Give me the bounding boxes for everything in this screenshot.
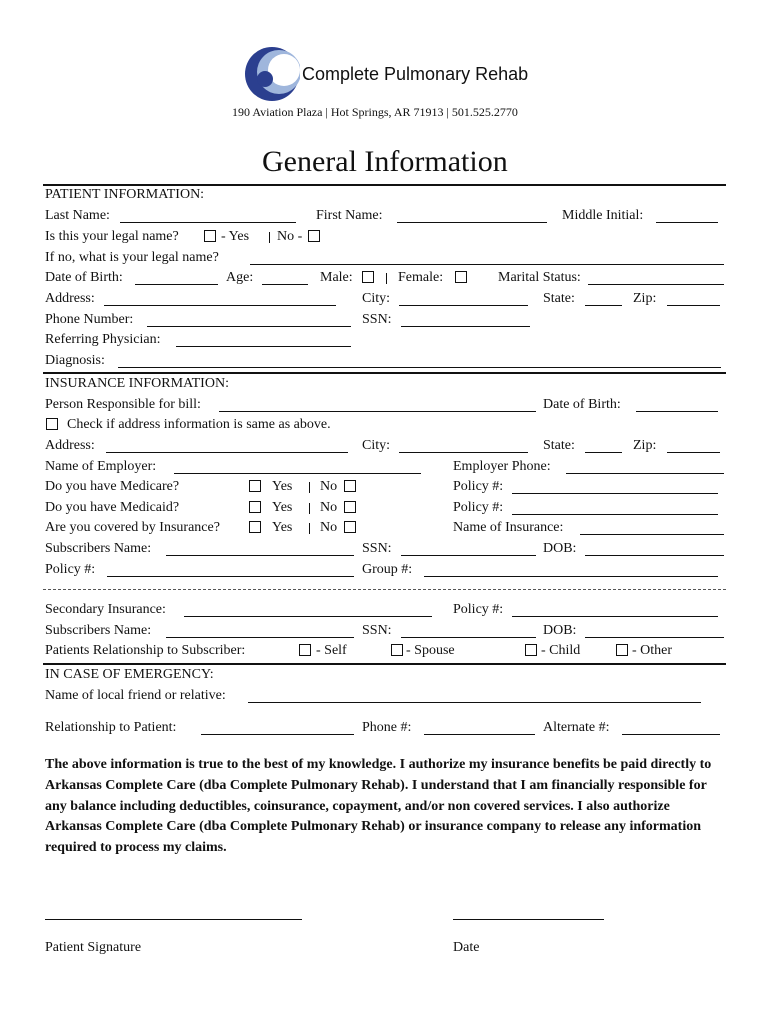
authorization-statement: The above information is true to the best of my knowledge. I authorize my insurance benefits be paid directly to Arkansas Complete Care (dba Complete Pulmonary Rehab). I understand that I am financially responsible for any balance including deductibles, coinsurance, copayment, and/or non covered services. I also authorize Arkansas Complete Care (dba Complete Pulmonary Rehab) or insurance company to release any information required to process my claims. (45, 757, 712, 856)
insurance-name-label: Name of Insurance: (453, 520, 564, 535)
divider (309, 503, 310, 514)
patient-section-heading: PATIENT INFORMATION: (45, 187, 205, 202)
date-line[interactable] (453, 919, 604, 920)
dob-label: Date of Birth: (45, 270, 123, 285)
same-address-checkbox[interactable] (46, 418, 58, 430)
date-label: Date (453, 940, 480, 955)
company-name: Complete Pulmonary Rehab (302, 64, 529, 84)
emergency-phone-label: Phone #: (362, 720, 412, 735)
self-label: - Self (316, 643, 347, 658)
subscriber-dob-label: DOB: (543, 541, 577, 556)
ins-city-field[interactable] (399, 452, 528, 453)
covered-no-label: No (320, 520, 338, 535)
employer-phone-label: Employer Phone: (453, 459, 551, 474)
section-rule (43, 372, 726, 374)
group-label: Group #: (362, 562, 413, 577)
medicaid-label: Do you have Medicaid? (45, 500, 180, 515)
spouse-checkbox[interactable] (391, 644, 403, 656)
secondary-subscribers-field[interactable] (166, 637, 354, 638)
last-name-label: Last Name: (45, 208, 110, 223)
subscriber-ssn-label: SSN: (362, 541, 392, 556)
medicare-yes-label: Yes (272, 479, 293, 494)
divider (386, 273, 387, 284)
female-label: Female: (398, 270, 444, 285)
divider (309, 482, 310, 493)
secondary-ssn-field[interactable] (401, 637, 536, 638)
legal-name-no-checkbox[interactable] (308, 230, 320, 242)
city-field[interactable] (399, 305, 528, 306)
subscriber-dob-field[interactable] (585, 555, 724, 556)
ins-zip-label: Zip: (633, 438, 657, 453)
insurance-section-heading: INSURANCE INFORMATION: (45, 376, 229, 391)
employer-label: Name of Employer: (45, 459, 157, 474)
group-field[interactable] (424, 576, 718, 577)
company-logo (244, 46, 300, 102)
ins-city-label: City: (362, 438, 391, 453)
patient-signature-line[interactable] (45, 919, 302, 920)
age-label: Age: (226, 270, 254, 285)
medicare-label: Do you have Medicare? (45, 479, 180, 494)
policy-field[interactable] (512, 493, 718, 494)
phone-field[interactable] (147, 326, 351, 327)
child-label: - Child (541, 643, 581, 658)
first-name-label: First Name: (316, 208, 383, 223)
child-checkbox[interactable] (525, 644, 537, 656)
male-label: Male: (320, 270, 353, 285)
legal-name-no-label: No - (277, 229, 303, 244)
age-field[interactable] (262, 284, 308, 285)
middle-initial-label: Middle Initial: (562, 208, 644, 223)
same-address-label: Check if address information is same as above. (67, 417, 331, 432)
covered-yes-label: Yes (272, 520, 293, 535)
ins-state-field[interactable] (585, 452, 622, 453)
zip-field[interactable] (667, 305, 720, 306)
responsible-field[interactable] (219, 411, 536, 412)
covered-label: Are you covered by Insurance? (45, 520, 220, 535)
policy-field[interactable] (512, 514, 718, 515)
policy-field[interactable] (107, 576, 354, 577)
emergency-phone-field[interactable] (424, 734, 535, 735)
other-checkbox[interactable] (616, 644, 628, 656)
legal-name-field[interactable] (250, 264, 724, 265)
city-label: City: (362, 291, 391, 306)
emergency-name-field[interactable] (248, 702, 701, 703)
other-label: - Other (632, 643, 673, 658)
self-checkbox[interactable] (299, 644, 311, 656)
section-rule (43, 184, 726, 186)
insurance-name-field[interactable] (580, 534, 724, 535)
diagnosis-field[interactable] (118, 367, 721, 368)
secondary-dob-field[interactable] (585, 637, 724, 638)
female-checkbox[interactable] (455, 271, 467, 283)
medicaid-no-label: No (320, 500, 338, 515)
medicare-no-checkbox[interactable] (344, 480, 356, 492)
emergency-name-label: Name of local friend or relative: (45, 688, 226, 703)
address-field[interactable] (104, 305, 336, 306)
zip-label: Zip: (633, 291, 657, 306)
first-name-field[interactable] (397, 222, 547, 223)
spouse-label: - Spouse (406, 643, 455, 658)
ins-address-field[interactable] (106, 452, 348, 453)
secondary-insurance-label: Secondary Insurance: (45, 602, 166, 617)
patient-signature-label: Patient Signature (45, 940, 142, 955)
covered-yes-checkbox[interactable] (249, 521, 261, 533)
divider (269, 232, 270, 243)
emergency-alternate-label: Alternate #: (543, 720, 610, 735)
policy-label: Policy #: (453, 479, 504, 494)
medicaid-yes-label: Yes (272, 500, 293, 515)
middle-initial-field[interactable] (656, 222, 718, 223)
state-field[interactable] (585, 305, 622, 306)
marital-status-field[interactable] (588, 284, 724, 285)
marital-status-label: Marital Status: (498, 270, 581, 285)
male-checkbox[interactable] (362, 271, 374, 283)
covered-no-checkbox[interactable] (344, 521, 356, 533)
page-title: General Information (262, 145, 508, 178)
secondary-ssn-label: SSN: (362, 623, 392, 638)
legal-name-yes-checkbox[interactable] (204, 230, 216, 242)
phone-label: Phone Number: (45, 312, 134, 327)
medicare-yes-checkbox[interactable] (249, 480, 261, 492)
secondary-policy-label: Policy #: (453, 602, 504, 617)
secondary-dob-label: DOB: (543, 623, 577, 638)
address-label: Address: (45, 291, 95, 306)
medicare-no-label: No (320, 479, 338, 494)
secondary-policy-field[interactable] (512, 616, 718, 617)
responsible-dob-field[interactable] (636, 411, 718, 412)
section-rule (43, 663, 726, 665)
emergency-alternate-field[interactable] (622, 734, 720, 735)
legal-name-question: Is this your legal name? (45, 229, 179, 244)
state-label: State: (543, 291, 575, 306)
referring-physician-label: Referring Physician: (45, 332, 161, 347)
responsible-dob-label: Date of Birth: (543, 397, 621, 412)
last-name-field[interactable] (120, 222, 296, 223)
ins-zip-field[interactable] (667, 452, 720, 453)
medicaid-yes-checkbox[interactable] (249, 501, 261, 513)
legal-name-yes-label: - Yes (221, 229, 250, 244)
ins-state-label: State: (543, 438, 575, 453)
subscribers-field[interactable] (166, 555, 354, 556)
subscribers-label: Subscribers Name: (45, 541, 152, 556)
relationship-label: Patients Relationship to Subscriber: (45, 643, 246, 658)
secondary-insurance-field[interactable] (184, 616, 432, 617)
policy-label: Policy #: (45, 562, 96, 577)
emergency-section-heading: IN CASE OF EMERGENCY: (45, 667, 214, 682)
referring-physician-field[interactable] (176, 346, 351, 347)
employer-field[interactable] (174, 473, 421, 474)
secondary-subscribers-label: Subscribers Name: (45, 623, 152, 638)
diagnosis-label: Diagnosis: (45, 353, 105, 368)
ssn-field[interactable] (401, 326, 530, 327)
dashed-separator (43, 589, 726, 590)
employer-phone-field[interactable] (566, 473, 724, 474)
policy-label: Policy #: (453, 500, 504, 515)
ssn-label: SSN: (362, 312, 392, 327)
divider (309, 523, 310, 534)
ins-address-label: Address: (45, 438, 95, 453)
subscriber-ssn-field[interactable] (401, 555, 536, 556)
emergency-relationship-field[interactable] (201, 734, 354, 735)
legal-name-label: If no, what is your legal name? (45, 250, 219, 265)
dob-field[interactable] (135, 284, 218, 285)
medicaid-no-checkbox[interactable] (344, 501, 356, 513)
emergency-relationship-label: Relationship to Patient: (45, 720, 177, 735)
responsible-label: Person Responsible for bill: (45, 397, 201, 412)
company-address: 190 Aviation Plaza | Hot Springs, AR 71913 | 501.525.2770 (232, 105, 518, 119)
